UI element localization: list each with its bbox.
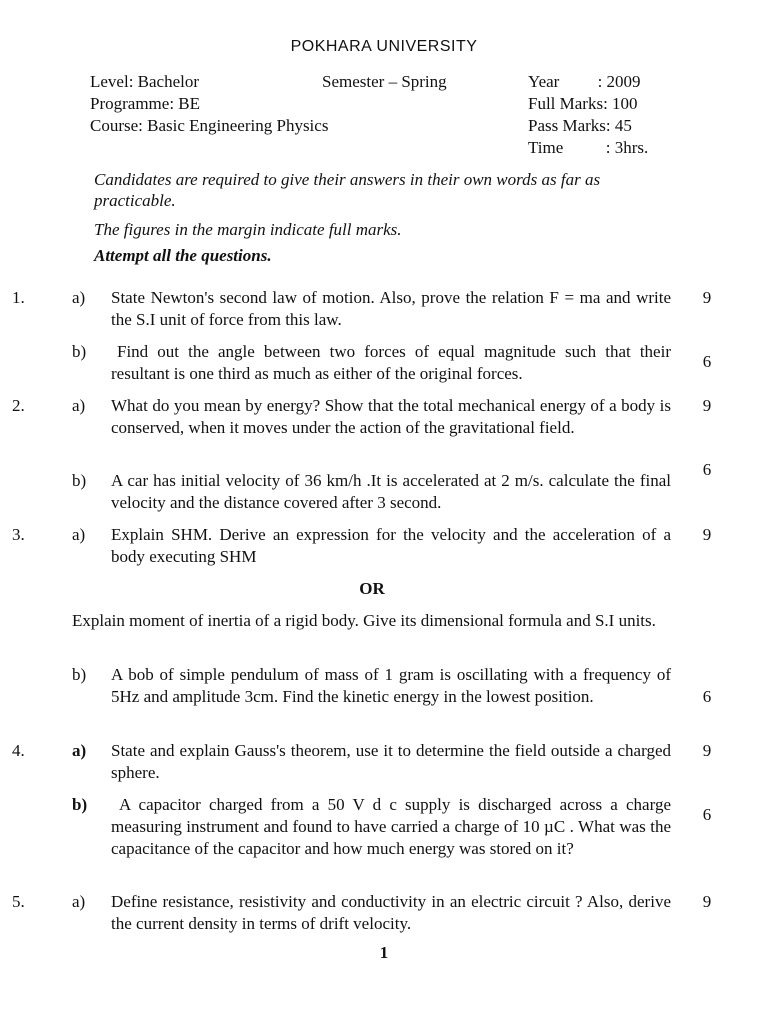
question-text: A bob of simple pendulum of mass of 1 gram is oscillating with a frequency of 5Hz and amplitude 3cm. Find the kinetic energy in the lowest position. — [111, 665, 671, 706]
marks: 6 — [702, 687, 712, 706]
level-label: Level: Bachelor — [90, 72, 200, 91]
question-text: What do you mean by energy? Show that the total mechanical energy of a body is conserved, when it moves under the action of the gravitational field. — [111, 396, 671, 437]
subquestion-label: a) — [72, 741, 87, 760]
page-number: 1 — [379, 943, 389, 962]
pass-marks-label: Pass Marks: 45 — [528, 116, 632, 135]
subquestion-label: a) — [72, 892, 86, 911]
marks: 6 — [702, 352, 712, 371]
question-number: 4. — [12, 741, 25, 760]
question-number: 2. — [12, 396, 25, 415]
subquestion-label: b) — [72, 471, 87, 490]
question-text: A capacitor charged from a 50 V d c supply is discharged across a charge measuring instrument and found to have carried a charge of 10 µC . What was the capacitance of the capacitor and how much energy was stored on it? — [111, 795, 671, 858]
full-marks-label: Full Marks: 100 — [528, 94, 638, 113]
semester-label: Semester – Spring — [322, 72, 447, 91]
subquestion-label: a) — [72, 525, 86, 544]
time-label: Time : 3hrs. — [528, 138, 649, 157]
question-text: A car has initial velocity of 36 km/h .It is accelerated at 2 m/s. calculate the final velocity and the distance covered after 3 second. — [111, 471, 671, 512]
marks: 9 — [702, 288, 712, 307]
programme-label: Programme: BE — [90, 94, 201, 113]
marks: 9 — [702, 396, 712, 415]
question-text: Define resistance, resistivity and conductivity in an electric circuit ? Also, derive the current density in terms of drift velocity. — [111, 892, 671, 933]
marks: 6 — [702, 805, 712, 824]
subquestion-label: b) — [72, 795, 88, 814]
subquestion-label: b) — [72, 665, 87, 684]
question-number: 5. — [12, 892, 25, 911]
question-text: Explain SHM. Derive an expression for the velocity and the acceleration of a body executing SHM — [111, 525, 671, 566]
question-number: 3. — [12, 525, 25, 544]
subquestion-label: a) — [72, 288, 86, 307]
marks: 9 — [702, 892, 712, 911]
question-text: State Newton's second law of motion. Also, prove the relation F = ma and write the S.I unit of force from this law. — [111, 288, 671, 329]
marks: 9 — [702, 525, 712, 544]
university-title: POKHARA UNIVERSITY — [290, 38, 478, 55]
question-text: State and explain Gauss's theorem, use it to determine the field outside a charged sphere. — [111, 741, 671, 782]
question-text: Find out the angle between two forces of equal magnitude such that their resultant is one third as much as either of the original forces. — [111, 342, 671, 383]
subquestion-label: b) — [72, 342, 87, 361]
course-label: Course: Basic Engineering Physics — [90, 116, 329, 135]
marks: 9 — [702, 741, 712, 760]
subquestion-label: a) — [72, 396, 86, 415]
instruction-attempt-all: Attempt all the questions. — [94, 246, 272, 265]
instruction-margin-marks: The figures in the margin indicate full marks. — [94, 220, 402, 239]
year-label: Year : 2009 — [528, 72, 641, 91]
question-text: Explain moment of inertia of a rigid body. Give its dimensional formula and S.I units. — [72, 611, 656, 630]
marks: 6 — [702, 460, 712, 479]
instruction-own-words: Candidates are required to give their answers in their own words as far as practicable. — [94, 170, 601, 210]
question-number: 1. — [12, 288, 25, 307]
or-divider: OR — [359, 579, 385, 598]
